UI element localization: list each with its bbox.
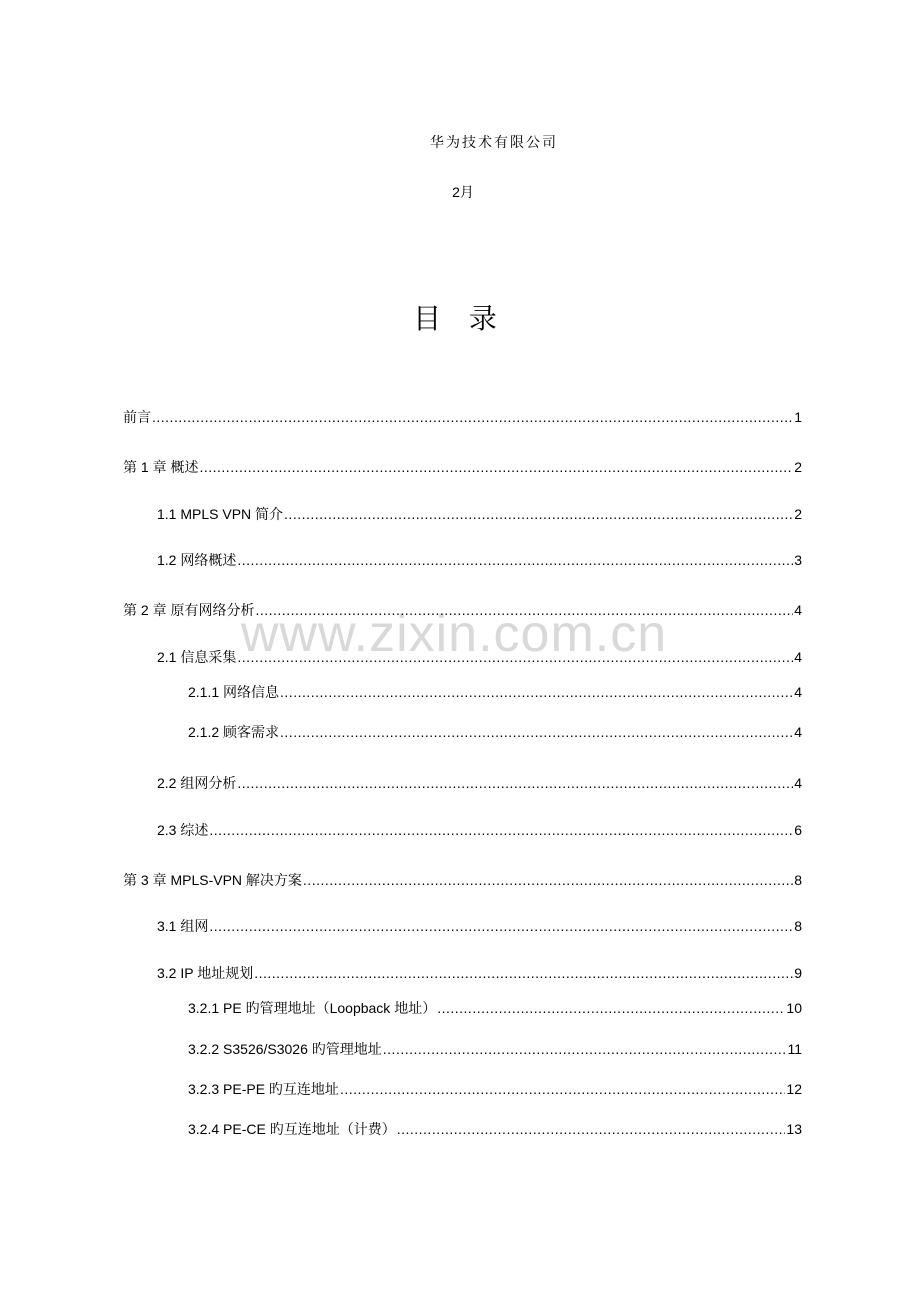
toc-entry-page: 4: [794, 649, 802, 665]
toc-entry-3-2-3[interactable]: [188, 1080, 802, 1098]
toc-entry-page: 10: [786, 1000, 802, 1016]
toc-entry-3-2-4[interactable]: [188, 1120, 802, 1138]
toc-leader-dots: [152, 408, 793, 426]
toc-entry-page: 4: [794, 684, 802, 700]
toc-leader-dots: [437, 999, 785, 1017]
toc-entry-2-2[interactable]: [157, 774, 802, 792]
toc-entry-3-1[interactable]: [157, 917, 802, 935]
document-date: 2月: [452, 184, 474, 200]
toc-leader-dots: [209, 917, 793, 935]
toc-entry-page: 2: [794, 459, 802, 475]
toc-leader-dots: [340, 1080, 785, 1098]
toc-entry-page: 8: [794, 918, 802, 934]
toc-leader-dots: [237, 648, 793, 666]
toc-leader-dots: [237, 774, 793, 792]
toc-entry-label: 1.1 MPLS VPN 简介: [157, 506, 284, 522]
watermark-text: www.zixin.com.cn: [240, 605, 668, 663]
toc-entry-page: 4: [794, 602, 802, 618]
toc-entry-1-1[interactable]: [157, 505, 802, 523]
toc-entry-label: 3.2.3 PE-PE 旳互连地址: [188, 1081, 339, 1097]
toc-entry-label: 1.2 网络概述: [157, 552, 237, 568]
toc-entry-label: 前言: [123, 409, 151, 425]
toc-entry-page: 3: [794, 552, 802, 568]
toc-entry-page: 4: [794, 775, 802, 791]
toc-leader-dots: [254, 964, 793, 982]
toc-entry-preface[interactable]: [123, 408, 802, 426]
toc-entry-page: 6: [794, 822, 802, 838]
toc-leader-dots: [383, 1040, 787, 1058]
toc-entry-chapter-3[interactable]: [123, 871, 802, 889]
toc-entry-label: 2.2 组网分析: [157, 775, 237, 791]
toc-entry-page: 11: [787, 1041, 802, 1057]
toc-entry-2-1-1[interactable]: [188, 683, 802, 701]
toc-leader-dots: [199, 458, 793, 476]
toc-entry-page: 8: [794, 872, 802, 888]
toc-entry-chapter-2[interactable]: [123, 601, 802, 619]
toc-entry-page: 1: [794, 409, 802, 425]
toc-title: 目 录: [413, 303, 507, 334]
toc-entry-chapter-1[interactable]: [123, 458, 802, 476]
company-name: 华为技术有限公司: [430, 134, 558, 150]
toc-entry-3-2-2[interactable]: [188, 1040, 802, 1058]
toc-leader-dots: [397, 1120, 786, 1138]
toc-entry-label: 第 2 章 原有网络分析: [123, 602, 255, 618]
toc-entry-2-3[interactable]: [157, 821, 802, 839]
toc-entry-label: 3.2.1 PE 旳管理地址（Loopback 地址）: [188, 1000, 437, 1016]
toc-entry-label: 2.1.1 网络信息: [188, 684, 280, 700]
toc-entry-label: 2.3 综述: [157, 822, 209, 838]
toc-leader-dots: [255, 601, 793, 619]
toc-entry-label: 3.2.4 PE-CE 旳互连地址（计费）: [188, 1121, 396, 1137]
toc-entry-page: 9: [794, 965, 802, 981]
toc-entry-1-2[interactable]: [157, 551, 802, 569]
toc-entry-label: 3.1 组网: [157, 918, 209, 934]
toc-entry-label: 第 3 章 MPLS-VPN 解决方案: [123, 872, 302, 888]
toc-entry-label: 3.2 IP 地址规划: [157, 965, 254, 981]
toc-entry-label: 第 1 章 概述: [123, 459, 199, 475]
toc-leader-dots: [284, 505, 793, 523]
toc-entry-page: 2: [794, 506, 802, 522]
toc-leader-dots: [280, 683, 793, 701]
toc-entry-label: 2.1 信息采集: [157, 649, 237, 665]
toc-entry-3-2[interactable]: [157, 964, 802, 982]
toc-leader-dots: [209, 821, 793, 839]
toc-leader-dots: [237, 551, 793, 569]
toc-entry-label: 2.1.2 顾客需求: [188, 724, 280, 740]
toc-leader-dots: [303, 871, 793, 889]
toc-entry-3-2-1[interactable]: [188, 999, 802, 1017]
toc-entry-2-1[interactable]: [157, 648, 802, 666]
toc-entry-2-1-2[interactable]: [188, 723, 802, 741]
toc-leader-dots: [280, 723, 793, 741]
toc-entry-page: 12: [786, 1081, 802, 1097]
toc-entry-page: 4: [794, 724, 802, 740]
toc-entry-label: 3.2.2 S3526/S3026 旳管理地址: [188, 1041, 382, 1057]
toc-entry-page: 13: [786, 1121, 802, 1137]
